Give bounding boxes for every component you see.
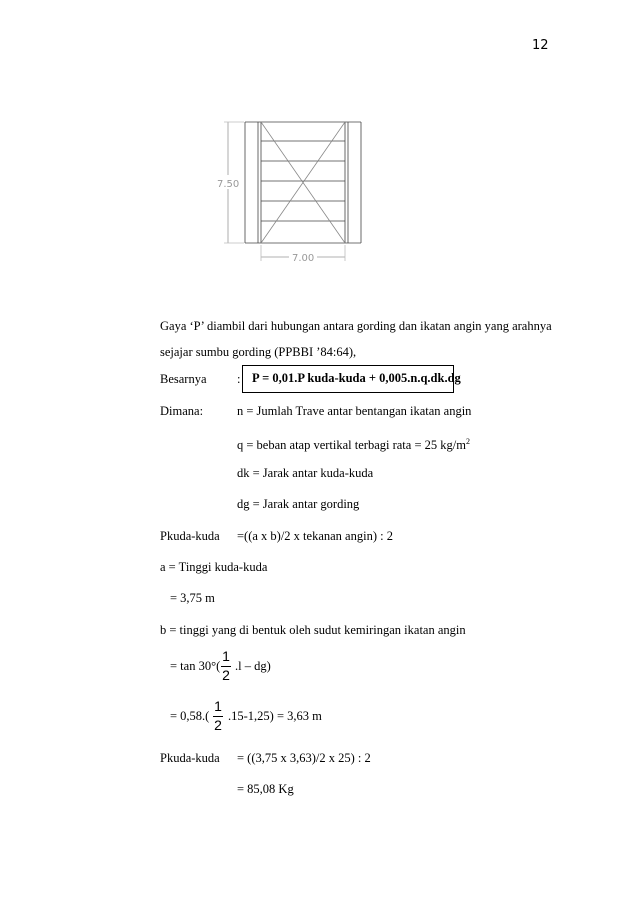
result: = 85,08 Kg <box>237 782 294 796</box>
intro-line-1: Gaya ‘P’ diambil dari hubungan antara gording dan ikatan angin yang arahnya <box>160 319 552 333</box>
pkuda2-label: Pkuda-kuda <box>160 751 220 765</box>
b-line1-prefix: = tan 30°( <box>170 659 221 673</box>
pkuda2-formula: = ((3,75 x 3,63)/2 x 25) : 2 <box>237 751 371 765</box>
pkuda-formula: =((a x b)/2 x tekanan angin) : 2 <box>237 529 393 543</box>
besarnya-label: Besarnya <box>160 372 207 386</box>
fraction-1-denominator: 2 <box>222 667 230 683</box>
pkuda-label: Pkuda-kuda <box>160 529 220 543</box>
b-definition: b = tinggi yang di bentuk oleh sudut kemiringan ikatan angin <box>160 623 466 637</box>
def-q-superscript: 2 <box>465 437 470 446</box>
b-line1-suffix: .l – dg) <box>235 659 271 673</box>
width-dimension-label: 7.00 <box>292 253 315 264</box>
page-number: 12 <box>532 38 549 53</box>
b-line2-prefix: = 0,58.( <box>170 709 210 723</box>
def-dg: dg = Jarak antar gording <box>237 497 360 511</box>
def-dk: dk = Jarak antar kuda-kuda <box>237 466 374 480</box>
bracing-plan-drawing <box>0 0 638 300</box>
a-value: = 3,75 m <box>170 591 215 605</box>
fraction-2-denominator: 2 <box>214 717 222 733</box>
formula-text: P = 0,01.P kuda-kuda + 0,005.n.q.dk.dg <box>252 371 461 385</box>
fraction-2-numerator: 1 <box>214 698 222 714</box>
b-line2-suffix: .15-1,25) = 3,63 m <box>228 709 322 723</box>
height-dimension-label: 7.50 <box>217 179 240 190</box>
def-n: n = Jumlah Trave antar bentangan ikatan angin <box>237 404 472 418</box>
def-q <box>237 434 470 453</box>
besarnya-colon: : <box>237 372 241 386</box>
def-q-text: q = beban atap vertikal terbagi rata = 25 kg/m <box>237 438 466 453</box>
a-definition: a = Tinggi kuda-kuda <box>160 560 268 574</box>
fraction-1-numerator: 1 <box>222 648 230 664</box>
dimana-label: Dimana: <box>160 404 204 418</box>
intro-line-2: sejajar sumbu gording (PPBBI ’84:64), <box>160 345 357 359</box>
